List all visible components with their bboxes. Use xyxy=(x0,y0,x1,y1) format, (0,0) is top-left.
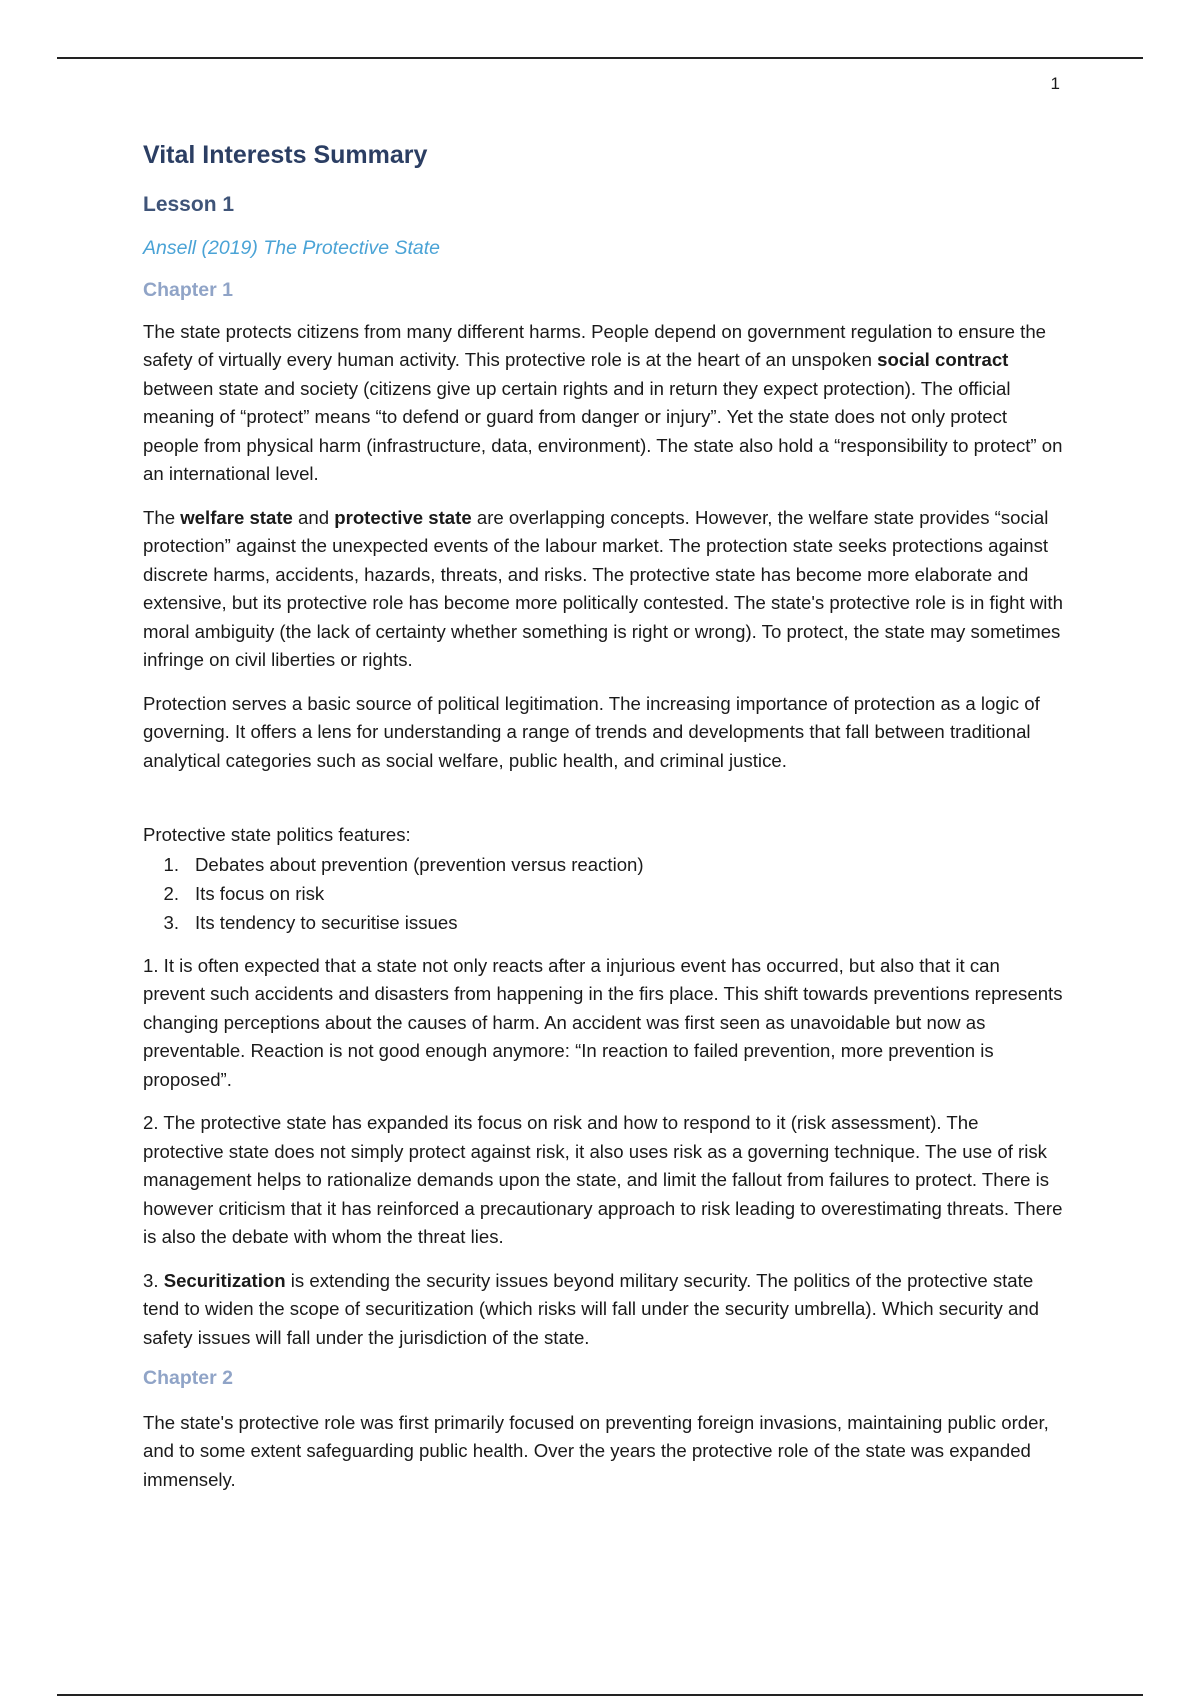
bold-term-protective-state: protective state xyxy=(334,506,472,528)
text-span: between state and society (citizens give up certain rights and in return they expect protection). The official meaning of “protect” means “to defend or guard from danger or injury”. Yet the state does not only protect people from physical harm (infrastructure, data, environment). The state also hold a “responsibility to protect” on an international level. xyxy=(143,377,1063,485)
list-text: Debates about prevention (prevention versus reaction) xyxy=(195,853,644,875)
document-title: Vital Interests Summary xyxy=(143,141,428,169)
list-number: 2. xyxy=(163,882,179,904)
paragraph-securitization xyxy=(143,1267,1063,1353)
paragraph-welfare-protective xyxy=(143,504,1063,675)
list-text: Its tendency to securitise issues xyxy=(195,911,458,933)
document-body xyxy=(143,140,1063,1509)
bold-term-welfare-state: welfare state xyxy=(180,506,293,528)
header-rule xyxy=(57,57,1143,59)
list-item xyxy=(143,908,1063,937)
lesson-heading: Lesson 1 xyxy=(143,193,235,216)
text-span: The state protects citizens from many different harms. People depend on government regulation to ensure the safety of virtually every human activity. This protective role is at the heart of an unspoken xyxy=(143,320,1046,371)
text-span: is extending the security issues beyond military security. The politics of the protective state tend to widen the scope of securitization (which risks will fall under the security umbrella). Which security and safety issues will fall under the jurisdiction of the state. xyxy=(143,1269,1039,1348)
chapter-2-heading: Chapter 2 xyxy=(143,1367,233,1390)
list-number: 1. xyxy=(163,853,179,875)
text-span: are overlapping concepts. However, the welfare state provides “social protection” against the unexpected events of the labour market. The protection state seeks protections against discrete harms, accidents, hazards, threats, and risks. The protective state has become more elaborate and extensive, but its protective role has become more politically contested. The state's protective role is in fight with moral ambiguity (the lack of certainty whether something is right or wrong). To protect, the state may sometimes infringe on civil liberties or rights. xyxy=(143,506,1063,671)
page-number: 1 xyxy=(1050,74,1060,93)
bold-term-securitization: Securitization xyxy=(163,1269,286,1291)
footer-rule xyxy=(57,1694,1143,1696)
list-item xyxy=(143,850,1063,879)
source-heading: Ansell (2019) The Protective State xyxy=(143,237,440,260)
list-number: 3. xyxy=(163,911,179,933)
list-item xyxy=(143,879,1063,908)
features-intro: Protective state politics features: xyxy=(143,824,411,846)
paragraph-chapter-2: The state's protective role was first primarily focused on preventing foreign invasions, maintaining public order, and to some extent safeguarding public health. Over the years the protective role of the state was expanded immensely. xyxy=(143,1411,1049,1490)
text-span: and xyxy=(292,506,335,528)
features-list xyxy=(143,850,1063,937)
text-span: The xyxy=(143,506,181,528)
paragraph-risk: 2. The protective state has expanded its focus on risk and how to respond to it (risk assessment). The protective state does not simply protect against risk, it also uses risk as a governing technique. The use of risk management helps to rationalize demands upon the state, and limit the fallout from failures to protect. There is however criticism that it has reinforced a precautionary approach to risk leading to overestimating threats. There is also the debate with whom the threat lies. xyxy=(143,1112,1063,1248)
text-span: 3. xyxy=(143,1269,164,1291)
list-text: Its focus on risk xyxy=(195,882,325,904)
bold-term-social-contract: social contract xyxy=(877,349,1009,371)
paragraph-legitimation: Protection serves a basic source of political legitimation. The increasing importance of protection as a logic of governing. It offers a lens for understanding a range of trends and developments that fall between traditional analytical categories such as social welfare, public health, and criminal justice. xyxy=(143,692,1040,771)
chapter-1-heading: Chapter 1 xyxy=(143,278,233,301)
paragraph-social-contract xyxy=(143,318,1063,489)
paragraph-prevention: 1. It is often expected that a state not only reacts after a injurious event has occurred, but also that it can prevent such accidents and disasters from happening in the firs place. This shift towards preventions represents changing perceptions about the causes of harm. An accident was first seen as unavoidable but now as preventable. Reaction is not good enough anymore: “In reaction to failed prevention, more prevention is proposed”. xyxy=(143,954,1063,1090)
